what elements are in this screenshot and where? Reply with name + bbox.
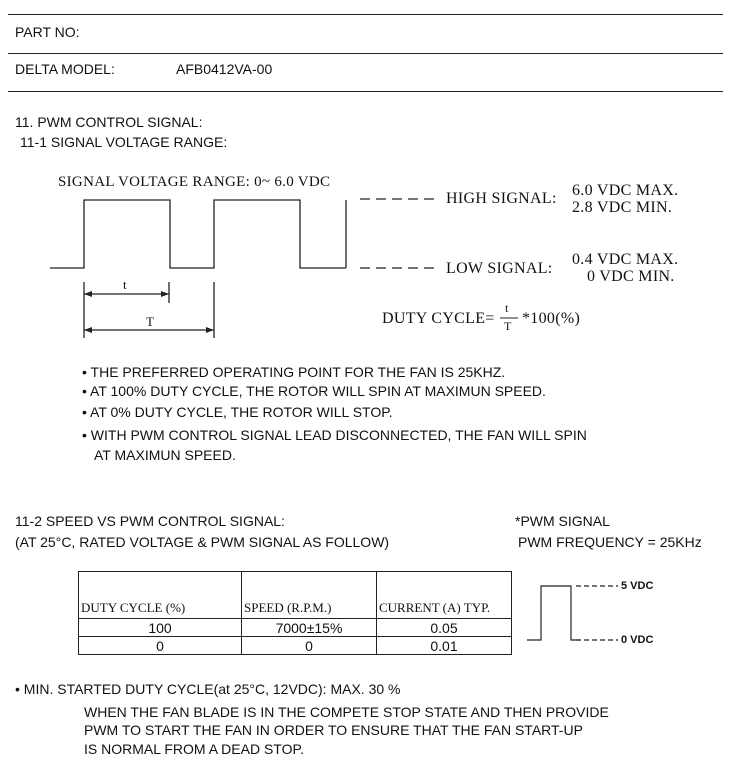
table-cell: 100 [79, 619, 242, 637]
duty-cycle-label: DUTY CYCLE= [382, 310, 495, 327]
table-cell: 0 [242, 637, 377, 655]
model-label: DELTA MODEL: [15, 61, 115, 77]
mini-low-label: 0 VDC [621, 634, 654, 646]
voltage-range-label: SIGNAL VOLTAGE RANGE: 0~ 6.0 VDC [58, 174, 331, 190]
low-signal-min: 0 VDC MIN. [587, 268, 675, 285]
table-header-cell: DUTY CYCLE (%) [79, 572, 242, 619]
table-cell: 7000±15% [242, 619, 377, 637]
model-value: AFB0412VA-00 [176, 61, 273, 77]
pwm-frequency: PWM FREQUENCY = 25KHz [518, 534, 702, 550]
speed-section-conditions: (AT 25°C, RATED VOLTAGE & PWM SIGNAL AS FOLLOW) [15, 534, 390, 550]
note-item: • THE PREFERRED OPERATING POINT FOR THE FAN IS 25KHZ. [82, 364, 506, 380]
T-dimension-label: T [146, 314, 155, 329]
min-start-desc-line: WHEN THE FAN BLADE IS IN THE COMPETE STOP STATE AND THEN PROVIDE [84, 704, 609, 720]
duty-fraction-numerator: t [505, 301, 509, 315]
duty-cycle-formula-tail: *100(%) [522, 310, 581, 327]
duty-fraction-denominator: T [504, 319, 512, 333]
section-subtitle: 11-1 SIGNAL VOLTAGE RANGE: [20, 134, 228, 150]
table-cell: 0.01 [377, 637, 512, 655]
mini-high-label: 5 VDC [621, 580, 654, 592]
part-no-label: PART NO: [15, 24, 80, 40]
note-item: • WITH PWM CONTROL SIGNAL LEAD DISCONNECTED, THE FAN WILL SPIN [82, 427, 587, 443]
high-signal-min: 2.8 VDC MIN. [572, 199, 673, 216]
note-item: • AT 0% DUTY CYCLE, THE ROTOR WILL STOP. [82, 404, 393, 420]
high-signal-max: 6.0 VDC MAX. [572, 182, 679, 199]
t-dimension-label: t [123, 277, 127, 292]
section-title: 11. PWM CONTROL SIGNAL: [15, 114, 203, 130]
note-item-continuation: AT MAXIMUN SPEED. [94, 447, 236, 463]
pwm-signal-title: *PWM SIGNAL [515, 513, 610, 529]
min-start-desc-line: PWM TO START THE FAN IN ORDER TO ENSURE THAT THE FAN START-UP [84, 722, 583, 738]
high-signal-label: HIGH SIGNAL: [446, 190, 557, 207]
low-signal-max: 0.4 VDC MAX. [572, 251, 679, 268]
table-cell: 0 [79, 637, 242, 655]
table-cell: 0.05 [377, 619, 512, 637]
speed-section-title: 11-2 SPEED VS PWM CONTROL SIGNAL: [15, 513, 285, 529]
note-item: • AT 100% DUTY CYCLE, THE ROTOR WILL SPIN AT MAXIMUN SPEED. [82, 383, 546, 399]
table-header-cell: SPEED (R.P.M.) [242, 572, 377, 619]
low-signal-label: LOW SIGNAL: [446, 260, 553, 277]
mini-waveform [527, 586, 580, 640]
min-start-desc-line: IS NORMAL FROM A DEAD STOP. [84, 741, 304, 757]
table-header-cell: CURRENT (A) TYP. [377, 572, 512, 619]
min-start-line: • MIN. STARTED DUTY CYCLE(at 25°C, 12VDC): MAX. 30 % [15, 681, 401, 697]
